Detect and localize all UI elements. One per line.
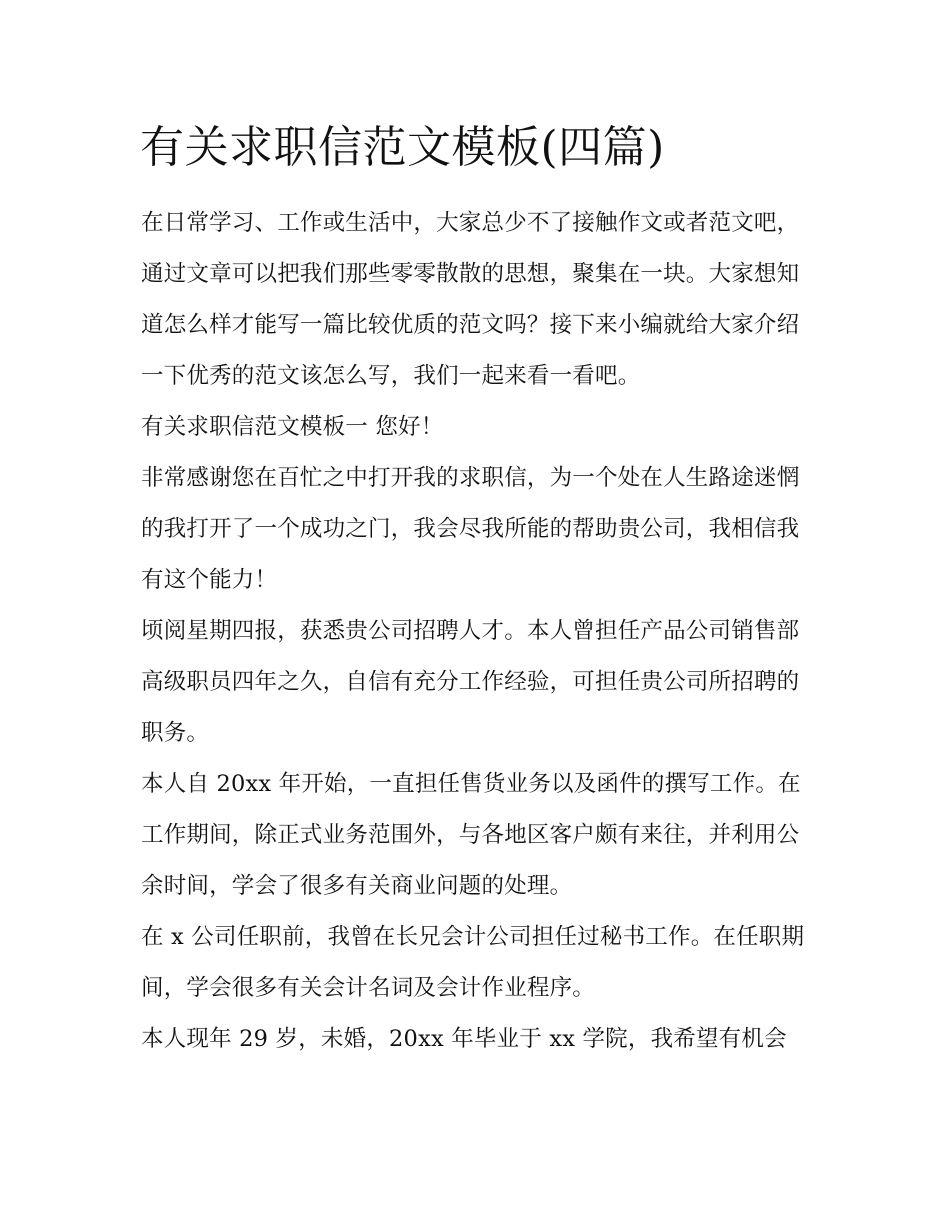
paragraph-template-heading: 有关求职信范文模板一 您好！: [141, 414, 444, 440]
document-body: [141, 198, 821, 1065]
paragraph-previous-job: 在 x 公司任职前，我曾在长兄会计公司担任过秘书工作。在任职期间，学会很多有关会计名词及会计作业程序。: [141, 924, 805, 1001]
paragraph-job-posting: 顷阅星期四报，获悉贵公司招聘人才。本人曾担任产品公司销售部高级职员四年之久，自信有充分工作经验，可担任贵公司所招聘的职务。: [141, 618, 800, 746]
paragraph-personal-info: 本人现年 29 岁，未婚，20xx 年毕业于 xx 学院，我希望有机会: [141, 1026, 787, 1052]
paragraph-experience: 本人自 20xx 年开始，一直担任售货业务以及函件的撰写工作。在工作期间，除正式业务范围外，与各地区客户颇有来往，并利用公余时间，学会了很多有关商业问题的处理。: [141, 771, 801, 899]
paragraph-thanks: 非常感谢您在百忙之中打开我的求职信，为一个处在人生路途迷惘的我打开了一个成功之门，我会尽我所能的帮助贵公司，我相信我有这个能力！: [141, 465, 800, 593]
paragraph-intro: 在日常学习、工作或生活中，大家总少不了接触作文或者范文吧，通过文章可以把我们那些零零散散的思想，聚集在一块。大家想知道怎么样才能写一篇比较优质的范文吗？接下来小编就给大家介绍一下优秀的范文该怎么写，我们一起来看一看吧。: [141, 210, 800, 389]
document-title: 有关求职信范文模板(四篇): [140, 122, 665, 173]
